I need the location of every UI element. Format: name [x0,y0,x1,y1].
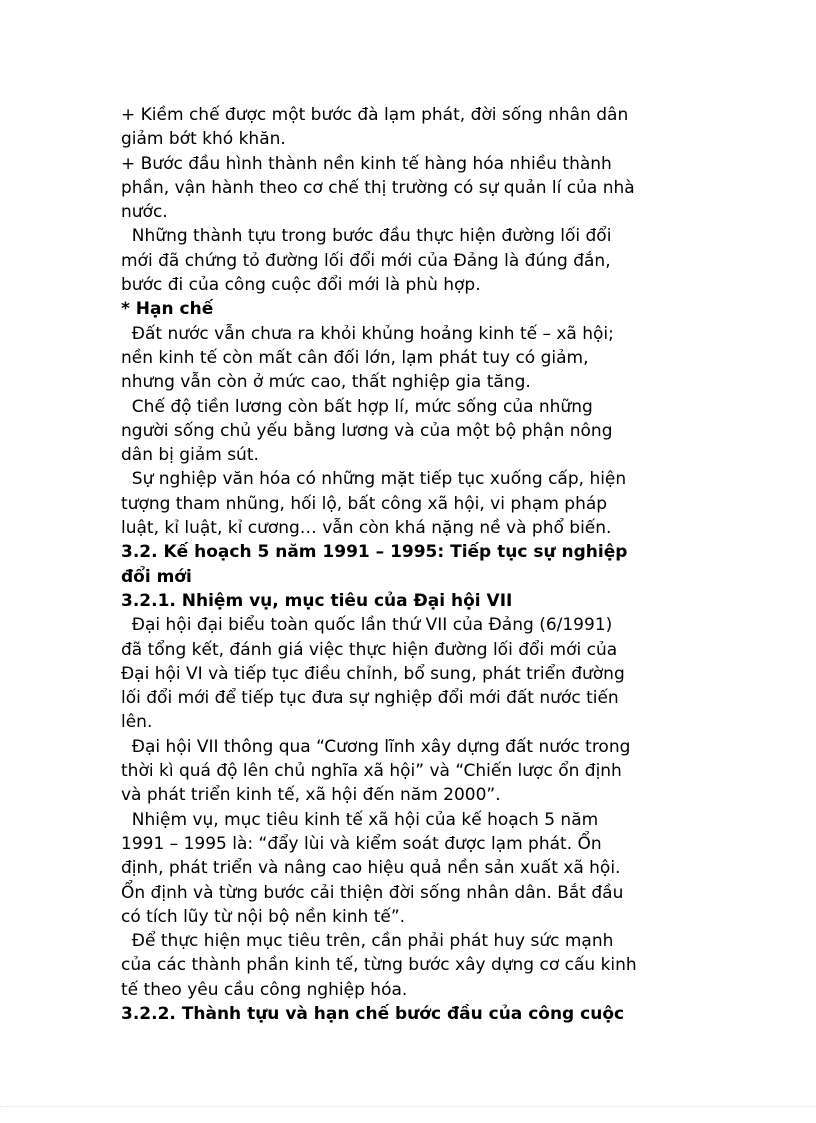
text-line: lối đổi mới để tiếp tục đưa sự nghiệp đổi mới đất nước tiến [121,688,619,709]
text-line: dân bị giảm sút. [121,445,259,466]
heading-line: 3.2.1. Nhiệm vụ, mục tiêu của Đại hội VII [121,590,513,611]
heading-line: 3.2.2. Thành tựu và hạn chế bước đầu của công cuộc [121,1003,625,1024]
text-line: Chế độ tiền lương còn bất hợp lí, mức sống của những [121,396,593,417]
text-line: Ổn định và từng bước cải thiện đời sống nhân dân. Bắt đầu [121,882,624,903]
text-line: + Kiềm chế được một bước đà lạm phát, đời sống nhân dân [121,105,629,125]
text-line: Những thành tựu trong bước đầu thực hiện đường lối đổi [121,226,612,247]
text-line: lên. [121,712,153,733]
heading-line: 3.2. Kế hoạch 5 năm 1991 – 1995: Tiếp tục sự nghiệp [121,542,628,563]
text-line: 1991 – 1995 là: “đẩy lùi và kiểm soát được lạm phát. Ổn [121,833,602,854]
text-line: nhưng vẫn còn ở mức cao, thất nghiệp gia tăng. [121,372,531,393]
text-line: đã tổng kết, đánh giá việc thực hiện đường lối đổi mới của [121,639,618,660]
text-line: nước. [121,202,168,223]
document-page [121,103,721,1026]
text-line: bước đi của công cuộc đổi mới là phù hợp. [121,275,481,296]
text-line: tượng tham nhũng, hối lộ, bất công xã hội, vi phạm pháp [121,493,608,514]
text-line: mới đã chứng tỏ đường lối đổi mới của Đảng là đúng đắn, [121,250,611,271]
text-line: định, phát triển và nâng cao hiệu quả nền sản xuất xã hội. [121,858,621,879]
text-line: Nhiệm vụ, mục tiêu kinh tế xã hội của kế hoạch 5 năm [121,809,599,830]
text-line: phần, vận hành theo cơ chế thị trường có sự quản lí của nhà [121,177,635,198]
text-line: thời kì quá độ lên chủ nghĩa xã hội” và “Chiến lược ổn định [121,761,622,782]
text-line: có tích lũy từ nội bộ nền kinh tế”. [121,906,406,927]
text-line: tế theo yêu cầu công nghiệp hóa. [121,979,408,1000]
heading-line: * Hạn chế [121,299,214,320]
page-bottom-rule [0,1106,816,1107]
text-line: Đại hội VI và tiếp tục điều chỉnh, bổ sung, phát triển đường [121,663,625,684]
text-line: Đại hội đại biểu toàn quốc lần thứ VII của Đảng (6/1991) [121,615,613,636]
text-line: luật, kỉ luật, kỉ cương… vẫn còn khá nặng nề và phổ biến. [121,518,612,539]
text-line: nền kinh tế còn mất cân đối lớn, lạm phát tuy có giảm, [121,347,589,368]
text-line: + Bước đầu hình thành nền kinh tế hàng hóa nhiều thành [121,153,612,174]
text-line: Đại hội VII thông qua “Cương lĩnh xây dựng đất nước trong [121,736,631,757]
text-line: giảm bớt khó khăn. [121,129,286,150]
text-line: của các thành phần kinh tế, từng bước xây dựng cơ cấu kinh [121,955,637,976]
text-line: Sự nghiệp văn hóa có những mặt tiếp tục xuống cấp, hiện [121,469,627,490]
text-line: Để thực hiện mục tiêu trên, cần phải phát huy sức mạnh [121,931,614,952]
heading-line: đổi mới [121,566,192,587]
text-line: và phát triển kinh tế, xã hội đến năm 2000”. [121,785,501,806]
text-line: Đất nước vẫn chưa ra khỏi khủng hoảng kinh tế – xã hội; [121,323,614,344]
text-line: người sống chủ yếu bằng lương và của một bộ phận nông [121,420,613,441]
